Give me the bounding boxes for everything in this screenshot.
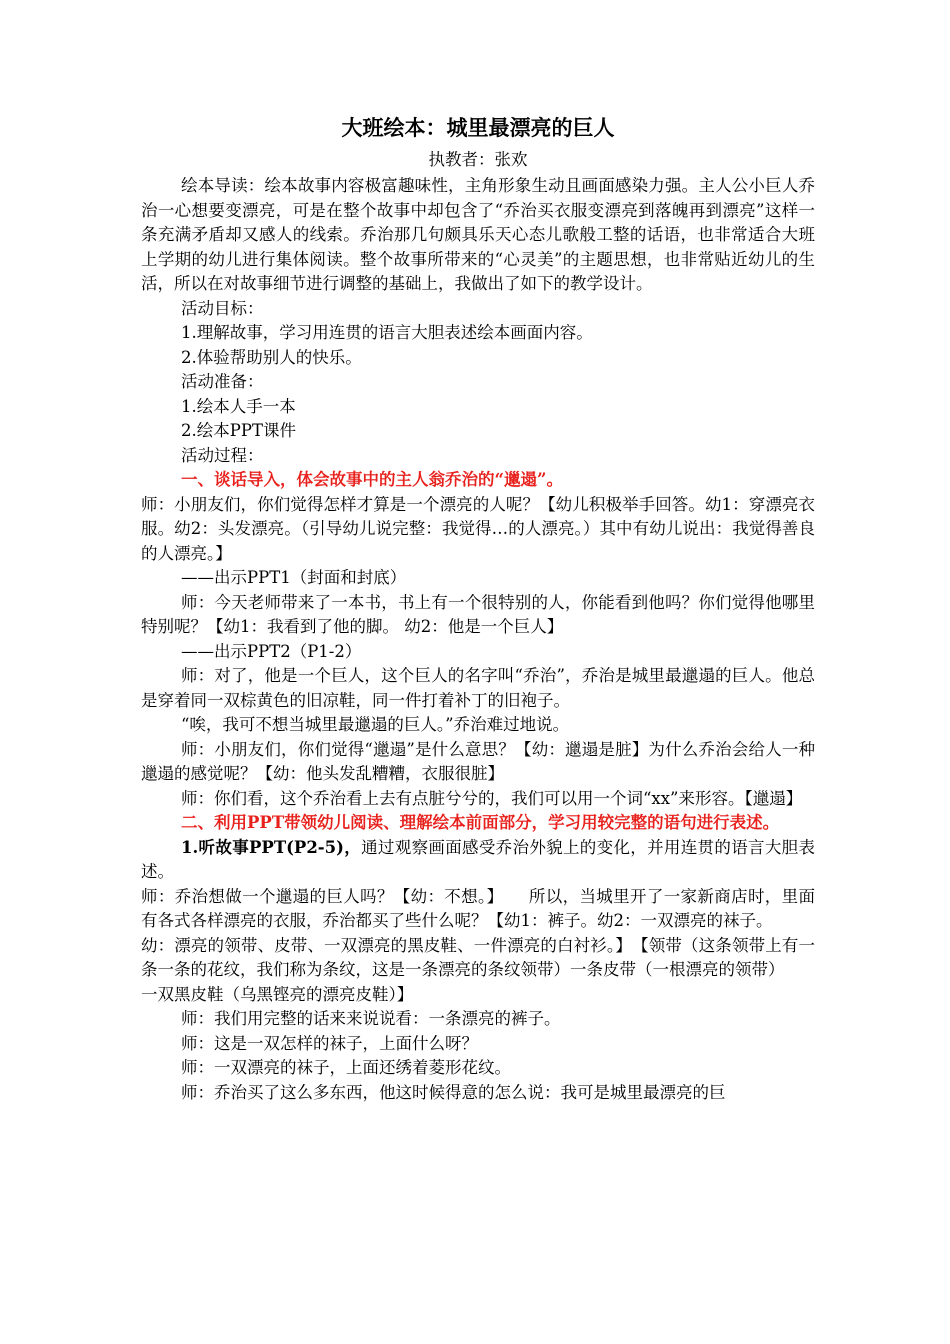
paragraph: 师：乔治买了这么多东西，他这时候得意的怎么说：我可是城里最漂亮的巨 bbox=[181, 1082, 726, 1102]
author-line: 执教者：张欢 bbox=[428, 150, 528, 169]
paragraph bbox=[141, 836, 815, 885]
paragraph: 师：我们用完整的话来来说说看：一条漂亮的裤子。 bbox=[181, 1009, 561, 1028]
goals-label: 活动目标： bbox=[181, 298, 264, 318]
goal-item: 2.体验帮助别人的快乐。 bbox=[181, 347, 362, 367]
paragraph: 师：对了，他是一个巨人，这个巨人的名字叫“乔治”，乔治是城里最邋遢的巨人。他总是穿着同一双棕黄色的旧凉鞋，同一件打着补丁的旧袍子。 bbox=[141, 666, 815, 710]
paragraph: 师：这是一双怎样的袜子，上面什么呀？ bbox=[181, 1033, 478, 1053]
paragraph: 师：乔治想做一个邋遢的巨人吗？【幼：不想。】 所以，当城里开了一家新商店时，里面有各式各样漂亮的衣服，乔治都买了些什么呢？【幼1：裤子。幼2：一双漂亮的袜子。 bbox=[141, 886, 815, 930]
prep-label: 活动准备： bbox=[181, 372, 264, 391]
paragraph: 一双黑皮鞋（乌黑铿亮的漂亮皮鞋）】 bbox=[141, 984, 414, 1004]
paragraph: ——出示PPT1（封面和封底） bbox=[181, 568, 407, 587]
prep-item: 2.绘本PPT课件 bbox=[181, 421, 296, 440]
paragraph: “唉，我可不想当城里最邋遢的巨人。”乔治难过地说。 bbox=[181, 715, 570, 734]
document-body bbox=[141, 174, 815, 1105]
paragraph: 师：一双漂亮的袜子，上面还绣着菱形花纹。 bbox=[181, 1058, 511, 1077]
intro-paragraph: 绘本导读：绘本故事内容极富趣味性，主角形象生动且画面感染力强。主人公小巨人乔治一心想要变漂亮，可是在整个故事中却包含了“乔治买衣服变漂亮到落魄再到漂亮”这样一条充满矛盾却又感人的线索。乔治那几句颇具乐天心态儿歌般工整的话语，也非常适合大班上学期的幼儿进行集体阅读。整个故事所带来的“心灵美”的主题思想，也非常贴近幼儿的生活，所以在对故事细节进行调整的基础上，我做出了如下的教学设计。 bbox=[141, 176, 815, 293]
prep-item: 1.绘本人手一本 bbox=[181, 396, 296, 416]
paragraph-lead: 1.听故事PPT(P2-5)， bbox=[181, 837, 362, 857]
paragraph: 师：今天老师带来了一本书，书上有一个很特别的人，你能看到他吗？你们觉得他哪里特别呢？【幼1：我看到了他的脚。 幼2：他是一个巨人】 bbox=[141, 592, 815, 636]
paragraph: ——出示PPT2（P1-2） bbox=[181, 641, 362, 661]
paragraph: 幼：漂亮的领带、皮带、一双漂亮的黑皮鞋、一件漂亮的白衬衫。】 【领带（这条领带上有一条一条的花纹，我们称为条纹，这是一条漂亮的条纹领带）一条皮带（一根漂亮的领带） bbox=[141, 935, 815, 979]
paragraph: 师：你们看，这个乔治看上去有点脏兮兮的，我们可以用一个词“xx”来形容。【邋遢】 bbox=[181, 788, 803, 808]
document-title: 大班绘本：城里最漂亮的巨人 bbox=[341, 115, 615, 140]
section-heading: 一、谈话导入，体会故事中的主人翁乔治的“邋遢”。 bbox=[181, 470, 563, 489]
goal-item: 1.理解故事，学习用连贯的语言大胆表述绘本画面内容。 bbox=[181, 323, 593, 342]
paragraph: 师：小朋友们，你们觉得“邋遢”是什么意思？【幼：邋遢是脏】为什么乔治会给人一种邋遢的感觉呢？【幼：他头发乱糟糟，衣服很脏】 bbox=[141, 739, 815, 783]
process-label: 活动过程： bbox=[181, 445, 264, 465]
paragraph-rest: 通过观察画面感受乔治外貌上的变化，并用连贯的语言大胆表述。 bbox=[141, 837, 815, 881]
section-heading: 二、利用PPT带领幼儿阅读、理解绘本前面部分，学习用较完整的语句进行表述。 bbox=[181, 813, 780, 832]
paragraph: 师：小朋友们，你们觉得怎样才算是一个漂亮的人呢？【幼儿积极举手回答。幼1：穿漂亮衣服。幼2：头发漂亮。（引导幼儿说完整：我觉得…的人漂亮。）其中有幼儿说出：我觉得善良的人漂亮。】 bbox=[141, 494, 815, 563]
